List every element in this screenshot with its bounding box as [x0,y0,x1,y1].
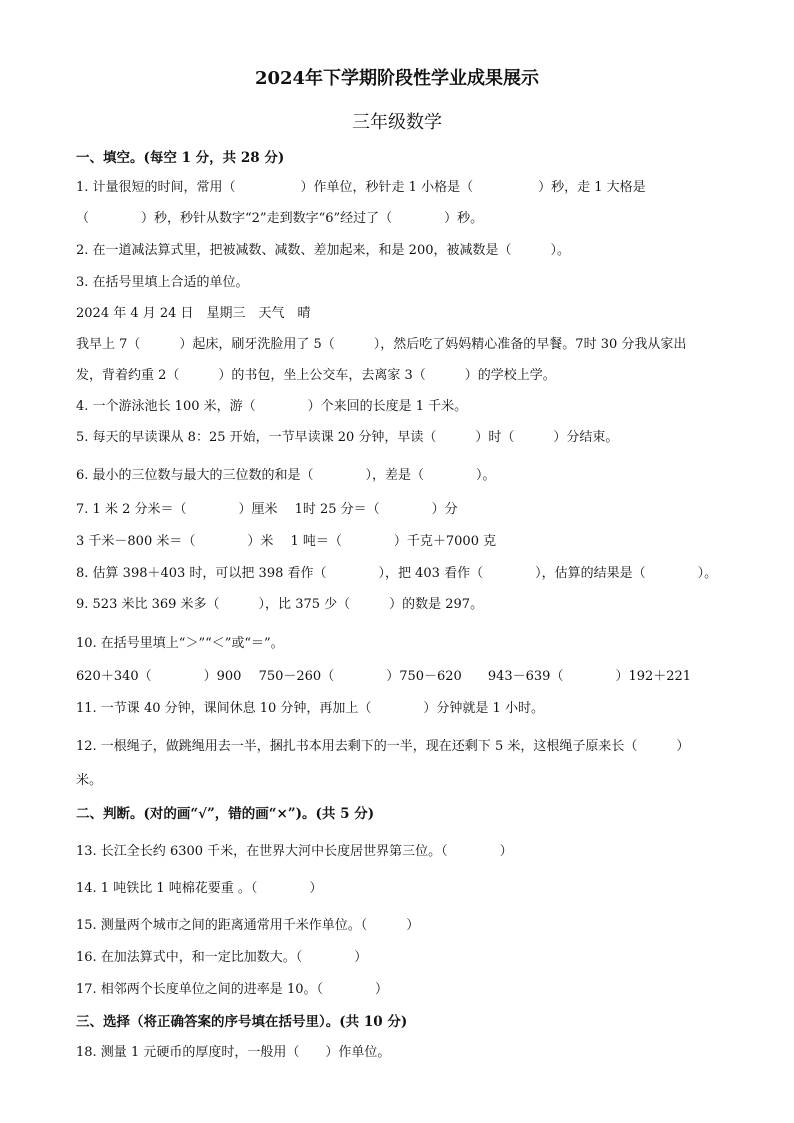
question-line: 米。 [76,773,103,788]
question-line: 14. 1 吨铁比 1 吨棉花要重 。（ ） [76,881,323,896]
question-line: 1. 计量很短的时间，常用（ ）作单位，秒针走 1 小格是（ ）秒，走 1 大格是 [76,180,646,195]
question-line: 18. 测量 1 元硬币的厚度时，一般用（ ）作单位。 [76,1045,391,1060]
question-line: 3. 在括号里填上合适的单位。 [76,275,249,290]
question-line: 6. 最小的三位数与最大的三位数的和是（ ），差是（ ）。 [76,468,496,483]
section-heading-true-false: 二、判断。(对的画“√”，错的画“×”)。(共 5 分) [76,806,375,822]
question-line: 5. 每天的早读课从 8：25 开始，一节早读课 20 分钟，早读（ ）时（ ）分结束。 [76,430,619,445]
question-line: 620＋340（ ）900 750－260（ ）750－620 943－639（ ）192＋221 [76,669,692,684]
question-line: 发，背着约重 2（ ）的书包，坐上公交车，去离家 3（ ）的学校上学。 [76,368,556,383]
question-line: 2. 在一道减法算式里，把被减数、减数、差加起来，和是 200，被减数是（ ）。 [76,243,570,258]
question-line: 13. 长江全长约 6300 千米，在世界大河中长度居世界第三位。（ ） [76,844,513,859]
question-line: （ ）秒，秒针从数字“2”走到数字“6”经过了（ ）秒。 [76,211,484,226]
question-line: 10. 在括号里填上“＞”“＜”或“＝”。 [76,636,284,651]
question-line: 3 千米－800 米＝（ ）米 1 吨＝（ ）千克＋7000 克 [76,534,497,549]
question-line: 4. 一个游泳池长 100 米，游（ ）个来回的长度是 1 千米。 [76,399,468,414]
question-line: 9. 523 米比 369 米多（ ），比 375 少（ ）的数是 297。 [76,597,484,612]
section-heading-choice: 三、选择（将正确答案的序号填在括号里）。(共 10 分) [76,1014,408,1030]
question-line: 2024 年 4 月 24 日 星期三 天气 晴 [76,306,311,321]
question-line: 12. 一根绳子，做跳绳用去一半，捆扎书本用去剩下的一半，现在还剩下 5 米，这根绳子原来长（ ） [76,739,690,754]
question-line: 我早上 7（ ）起床，刷牙洗脸用了 5（ ），然后吃了妈妈精心准备的早餐。7时 30 分我从家出 [76,337,687,352]
question-line: 8. 估算 398＋403 时，可以把 398 看作（ ），把 403 看作（ ），估算的结果是（ ）。 [76,566,718,581]
question-line: 15. 测量两个城市之间的距离通常用千米作单位。（ ） [76,918,420,933]
section-heading-fill-blank: 一、填空。(每空 1 分，共 28 分) [76,150,285,166]
page-subtitle: 三年级数学 [352,112,442,133]
question-line: 11. 一节课 40 分钟，课间休息 10 分钟，再加上（ ）分钟就是 1 小时。 [76,701,544,716]
question-line: 17. 相邻两个长度单位之间的进率是 10。（ ） [76,982,388,997]
page-title: 2024年下学期阶段性学业成果展示 [254,68,540,89]
question-line: 7. 1 米 2 分米＝（ ）厘米 1时 25 分＝（ ）分 [76,502,458,517]
question-line: 16. 在加法算式中，和一定比加数大。（ ） [76,950,368,965]
